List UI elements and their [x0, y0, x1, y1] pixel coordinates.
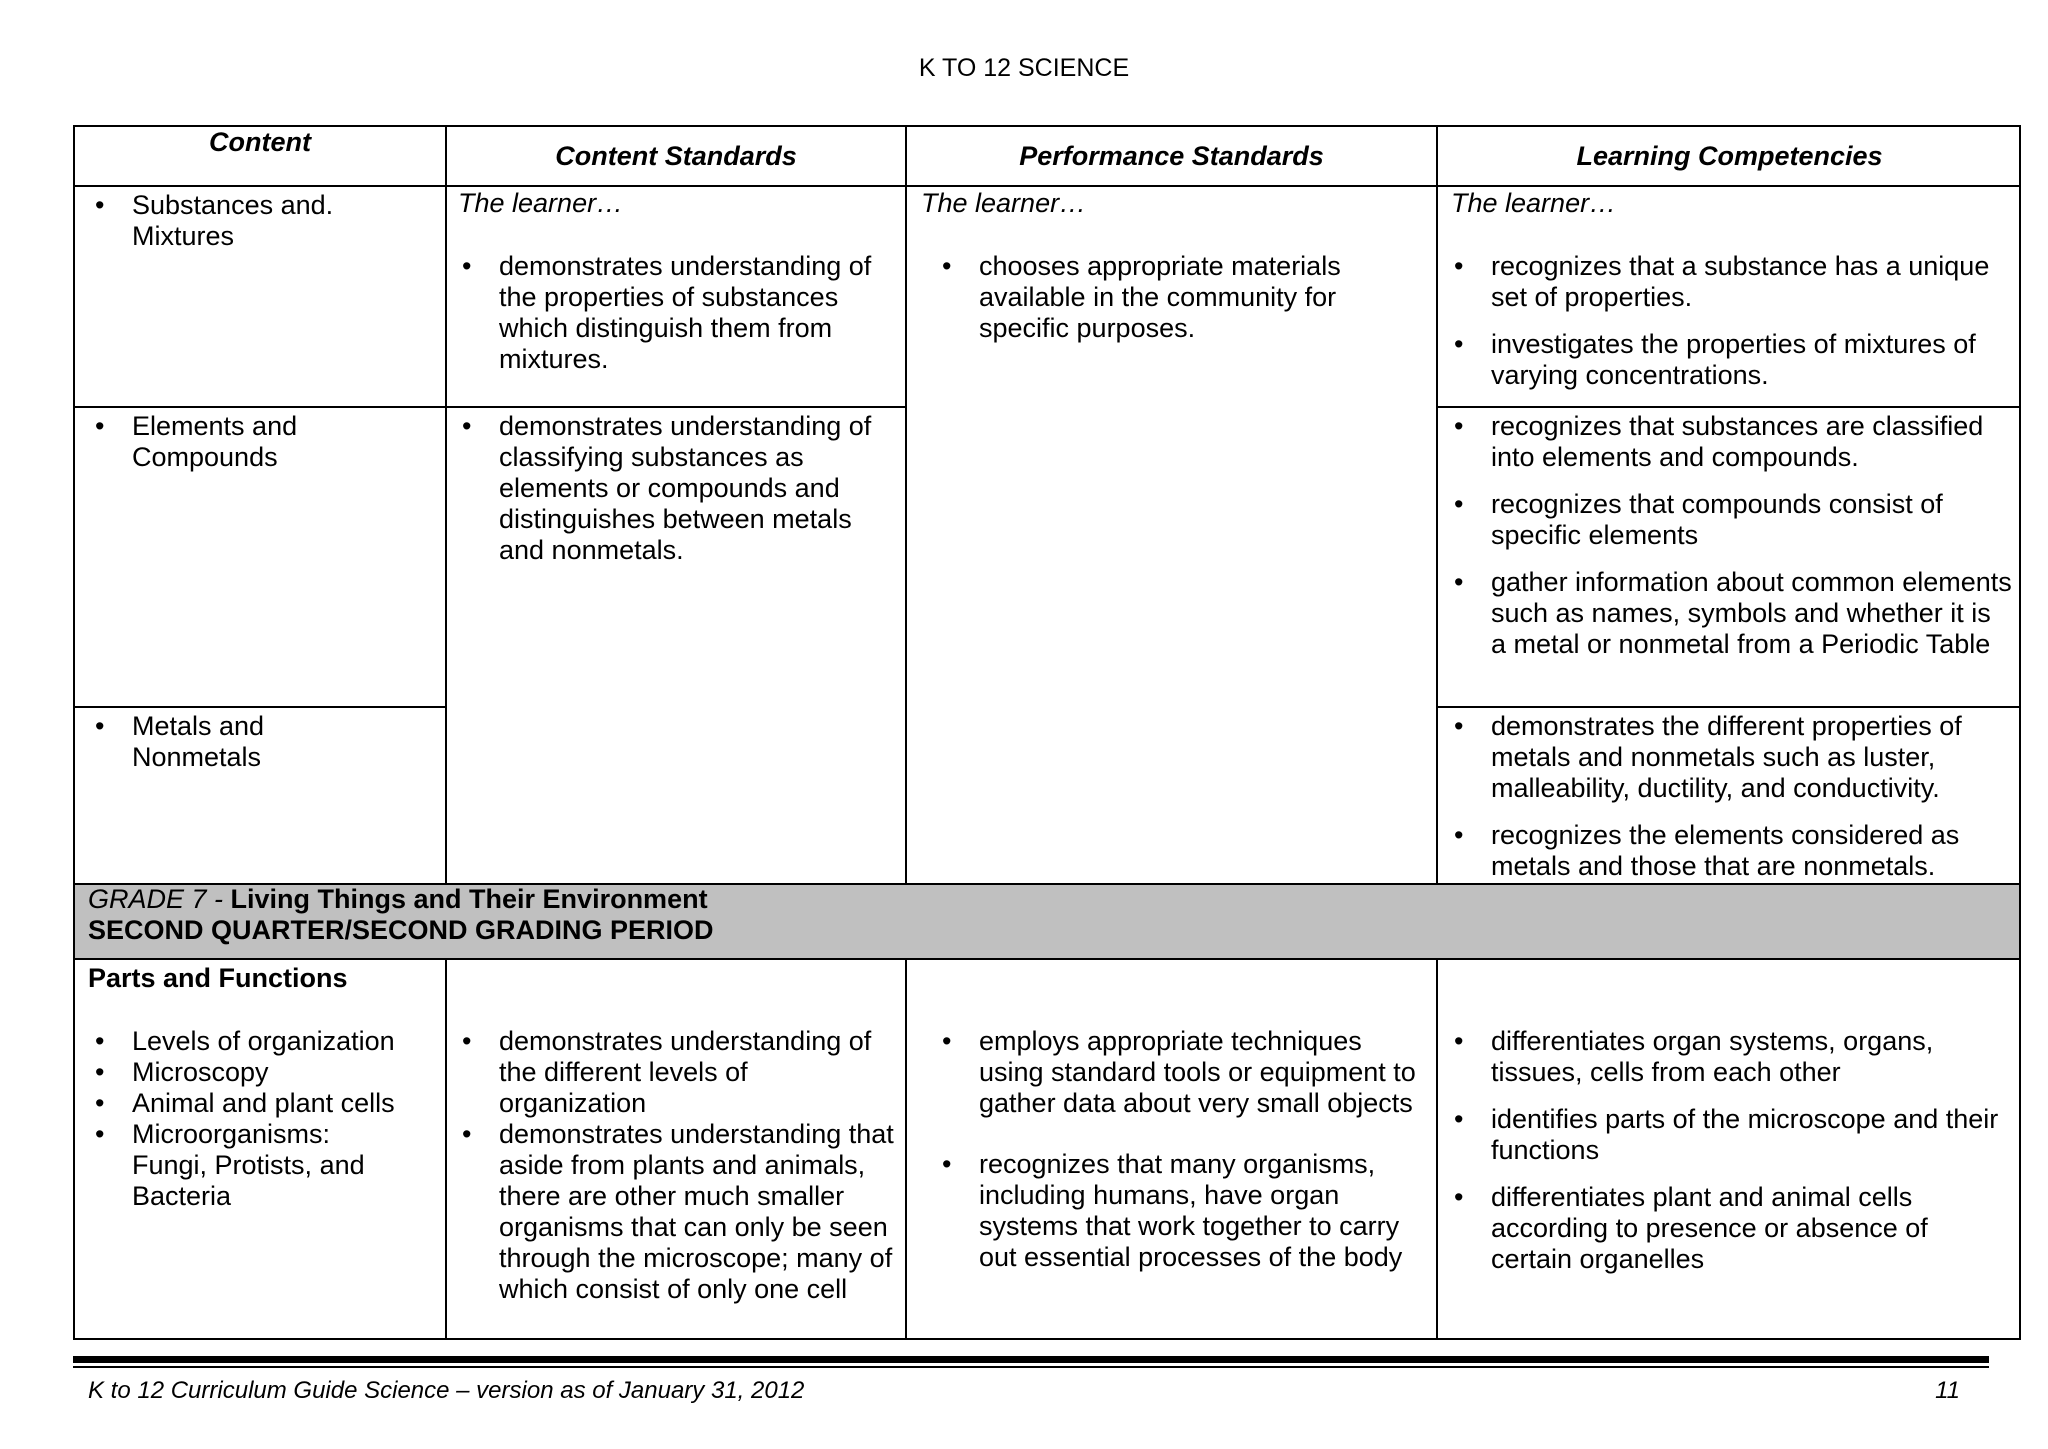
bullet-icon: • [462, 1026, 472, 1056]
footer-rule-thick [73, 1356, 1989, 1363]
list-item: • Levels of organization [95, 1026, 395, 1056]
list-item: • identifies parts of the microscope and their functions [1454, 1104, 1999, 1165]
learner-label: The learner… [1451, 188, 1617, 218]
row-divider [446, 406, 906, 408]
row-divider [73, 185, 2021, 187]
header-content: Content [209, 127, 311, 157]
content-standard-cell [455, 411, 895, 566]
header-content-standards: Content Standards [555, 141, 797, 171]
performance-standard-cell [935, 1026, 1425, 1273]
row-divider [1436, 706, 2021, 708]
list-item: • investigates the properties of mixtures of varying concentrations. [1454, 329, 1976, 390]
bullet-icon: • [1454, 820, 1464, 850]
header-learning-competencies: Learning Competencies [1576, 141, 1883, 171]
content-cell [88, 411, 438, 473]
list-item: • differentiates plant and animal cells according to presence or absence of certain organelles [1454, 1182, 1928, 1274]
bullet-icon: • [1454, 711, 1464, 741]
bullet-icon: • [1454, 567, 1464, 597]
competencies-cell [1447, 411, 2012, 660]
bullet-icon: • [95, 1119, 105, 1149]
grade-title: Living Things and Their Environment [230, 884, 708, 914]
column-divider [905, 125, 907, 885]
bullet-icon: • [95, 711, 105, 741]
learner-label: The learner… [458, 188, 624, 218]
learner-label: The learner… [921, 188, 1087, 218]
bullet-icon: • [1454, 251, 1464, 281]
bullet-icon: • [95, 411, 105, 441]
column-divider [1436, 125, 1438, 885]
row-divider [73, 406, 446, 408]
content-cell [88, 711, 438, 773]
grade-band-text [88, 884, 1988, 946]
list-item: • recognizes that substances are classified into elements and compounds. [1454, 411, 1984, 472]
list-item: • chooses appropriate materials available in the community for specific purposes. [942, 251, 1341, 343]
list-item: • recognizes that a substance has a unique set of properties. [1454, 251, 1990, 312]
bullet-icon: • [462, 411, 472, 441]
page-number: 11 [1935, 1377, 1960, 1404]
list-item: • demonstrates understanding of classifying substances as elements or compounds and distinguishes between metals and nonmetals. [462, 411, 872, 565]
competencies-cell [1447, 1026, 2012, 1275]
bullet-icon: • [1454, 489, 1464, 519]
row-divider [73, 706, 446, 708]
bullet-icon: • [1454, 411, 1464, 441]
bullet-icon: • [1454, 1104, 1464, 1134]
list-item: • Microscopy [95, 1057, 269, 1087]
bullet-icon: • [942, 251, 952, 281]
competencies-cell [1447, 251, 2012, 391]
list-item: • recognizes that many organisms, including humans, have organ systems that work together to carry out essential processes of the body [942, 1149, 1403, 1272]
content-cell [88, 190, 438, 252]
list-item: • employs appropriate techniques using standard tools or equipment to gather data about very small objects [942, 1026, 1416, 1118]
list-item: • demonstrates the different properties of metals and nonmetals such as luster, malleability, ductility, and conductivity. [1454, 711, 1962, 803]
content-title: Parts and Functions [88, 963, 348, 993]
bullet-icon: • [95, 1057, 105, 1087]
row-divider [73, 958, 2021, 960]
performance-standard-cell [935, 251, 1425, 344]
list-item: • differentiates organ systems, organs, tissues, cells from each other [1454, 1026, 1934, 1087]
bullet-icon: • [462, 1119, 472, 1149]
list-item: • demonstrates understanding of the different levels of organization [462, 1026, 872, 1118]
list-item: • Elements and Compounds [95, 411, 298, 472]
column-divider [905, 958, 907, 1340]
list-item: • gather information about common elements such as names, symbols and whether it is a metal or nonmetal from a Periodic Table [1454, 567, 2012, 659]
list-item: • Substances and. Mixtures [95, 190, 334, 251]
grade-prefix: GRADE 7 - [88, 884, 224, 914]
footer-title: K to 12 Curriculum Guide Science – version as of January 31, 2012 [88, 1377, 805, 1404]
column-divider [445, 125, 447, 885]
bullet-icon: • [1454, 1182, 1464, 1212]
list-item: • Metals and Nonmetals [95, 711, 265, 772]
list-item: • Animal and plant cells [95, 1088, 395, 1118]
competencies-cell [1447, 711, 2012, 882]
content-standard-cell [455, 251, 895, 375]
list-item: • demonstrates understanding that aside from plants and animals, there are other much smaller organisms that can only be seen through the microscope; many of which consist of only one cell [462, 1119, 894, 1304]
page-header: K TO 12 SCIENCE [918, 54, 1130, 82]
bullet-icon: • [1454, 1026, 1464, 1056]
column-divider [445, 958, 447, 1340]
column-divider [1436, 958, 1438, 1340]
content-standard-cell [455, 1026, 895, 1305]
bullet-icon: • [942, 1149, 952, 1179]
list-item: • Microorganisms: Fungi, Protists, and Bacteria [95, 1119, 365, 1211]
bullet-icon: • [1454, 329, 1464, 359]
row-divider [1436, 406, 2021, 408]
bullet-icon: • [95, 190, 105, 220]
bullet-icon: • [95, 1088, 105, 1118]
footer-rule-thin [73, 1366, 1989, 1368]
header-performance-standards: Performance Standards [1019, 141, 1324, 171]
content-cell [88, 1026, 443, 1212]
list-item: • recognizes that compounds consist of specific elements [1454, 489, 1943, 550]
bullet-icon: • [462, 251, 472, 281]
quarter-title: SECOND QUARTER/SECOND GRADING PERIOD [88, 915, 714, 945]
bullet-icon: • [95, 1026, 105, 1056]
list-item: • demonstrates understanding of the properties of substances which distinguish them from mixtures. [462, 251, 872, 374]
bullet-icon: • [942, 1026, 952, 1056]
list-item: • recognizes the elements considered as metals and those that are nonmetals. [1454, 820, 1960, 881]
